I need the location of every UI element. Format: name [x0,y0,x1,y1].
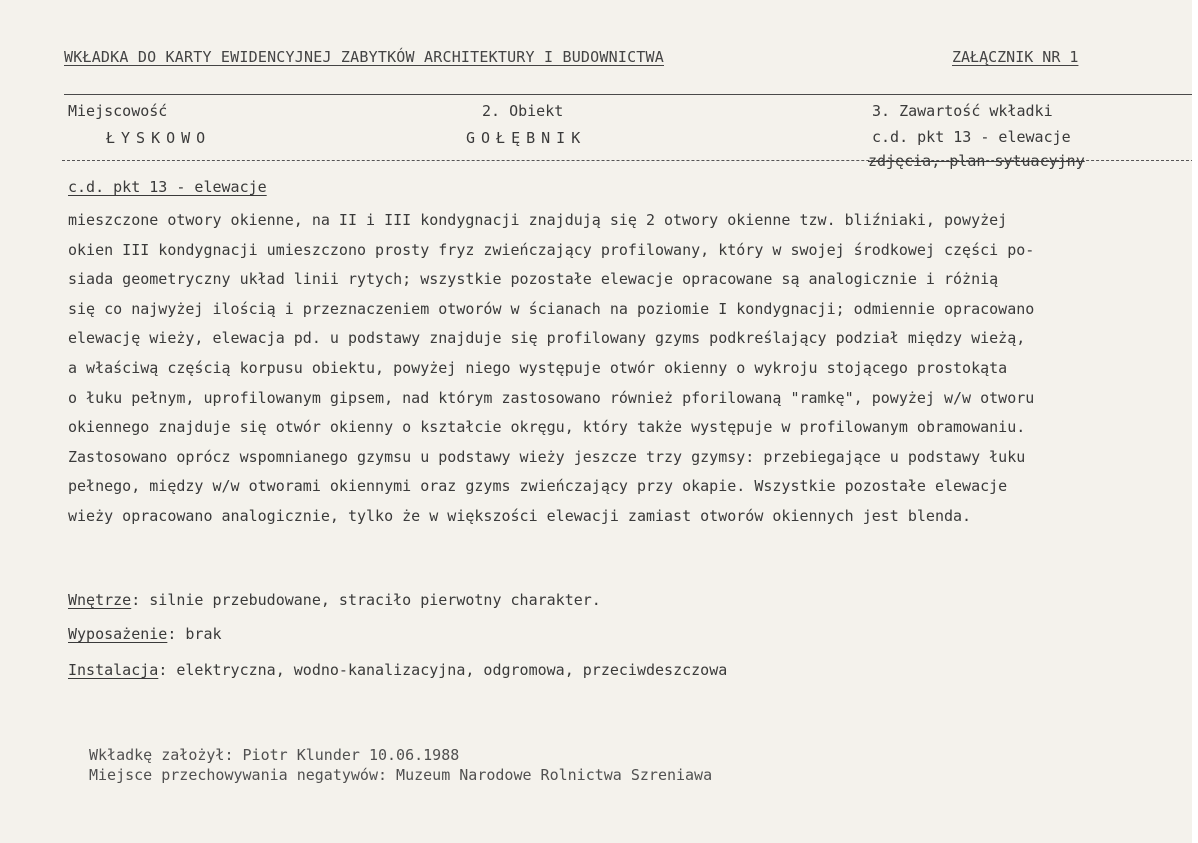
locality-label: Miejscowość [68,102,168,120]
description-line: siada geometryczny układ linii rytych; wszystkie pozostałe elewacje opracowane są analogicznie i różnią [68,270,999,289]
description-line: okien III kondygnacji umieszczono prosty fryz zwieńczający profilowany, który w swojej środkowej części po- [68,240,1035,259]
description-line: o łuku pełnym, uprofilowanym gipsem, nad którym zastosowano również pforilowaną "ramkę", powyżej w/w otworu [68,388,1035,407]
installations-label: Instalacja [68,661,159,679]
contents-value-2: zdjęcia, plan sytuacyjny [868,152,1085,170]
equipment-text: : brak [167,625,222,643]
author-line: Wkładkę założył: Piotr Klunder 10.06.1988 [89,746,460,764]
fields-rule [62,160,1194,161]
header-rule [64,94,1194,95]
locality-value: ŁYSKOWO [106,129,212,147]
description-line: okiennego znajduje się otwór okienny o kształcie okręgu, który także występuje w profilowanym obramowaniu. [68,418,1026,437]
description-line: wieży opracowano analogicznie, tylko że w większości elewacji zamiast otworów okiennych jest blenda. [68,506,972,525]
description-line: Zastosowano oprócz wspomnianego gzymsu u podstawy wieży jeszcze trzy gzymsy: przebiegające u podstawy łuku [68,447,1026,466]
interior-label: Wnętrze [68,591,132,609]
negatives-location-line: Miejsce przechowywania negatywów: Muzeum Narodowe Rolnictwa Szreniawa [89,766,713,784]
section-heading: c.d. pkt 13 - elewacje [68,178,267,196]
description-line: się co najwyżej ilością i przeznaczeniem otworów w ścianach na poziomie I kondygnacji; odmiennie opracowano [68,299,1035,318]
object-label: 2. Obiekt [482,102,564,120]
description-line: pełnego, między w/w otworami okiennymi oraz gzyms zwieńczający przy okapie. Wszystkie pozostałe elewacje [68,477,1008,496]
contents-value-1: c.d. pkt 13 - elewacje [872,128,1071,146]
contents-label: 3. Zawartość wkładki [872,102,1053,120]
installations-text: : elektryczna, wodno-kanalizacyjna, odgromowa, przeciwdeszczowa [158,661,728,679]
card-edge [1192,0,1198,843]
description-line: a właściwą częścią korpusu obiektu, powyżej niego występuje otwór okienny o wykroju stojącego prostokąta [68,358,1008,377]
description-line: mieszczone otwory okienne, na II i III kondygnacji znajdują się 2 otwory okienne tzw. bliźniaki, powyżej [68,211,1008,229]
description-text [68,206,1034,532]
annex-number: ZAŁĄCZNIK NR 1 [952,48,1079,66]
equipment-row [68,625,222,643]
document-title: WKŁADKA DO KARTY EWIDENCYJNEJ ZABYTKÓW ARCHITEKTURY I BUDOWNICTWA [64,48,664,66]
interior-text: : silnie przebudowane, straciło pierwotny charakter. [131,591,601,609]
installations-row [68,661,727,679]
interior-row [68,591,601,609]
object-value: GOŁĘBNIK [466,129,587,147]
description-line: elewację wieży, elewacja pd. u podstawy znajduje się profilowany gzyms podkreślający podział między wieżą, [68,329,1026,348]
equipment-label: Wyposażenie [68,625,168,643]
